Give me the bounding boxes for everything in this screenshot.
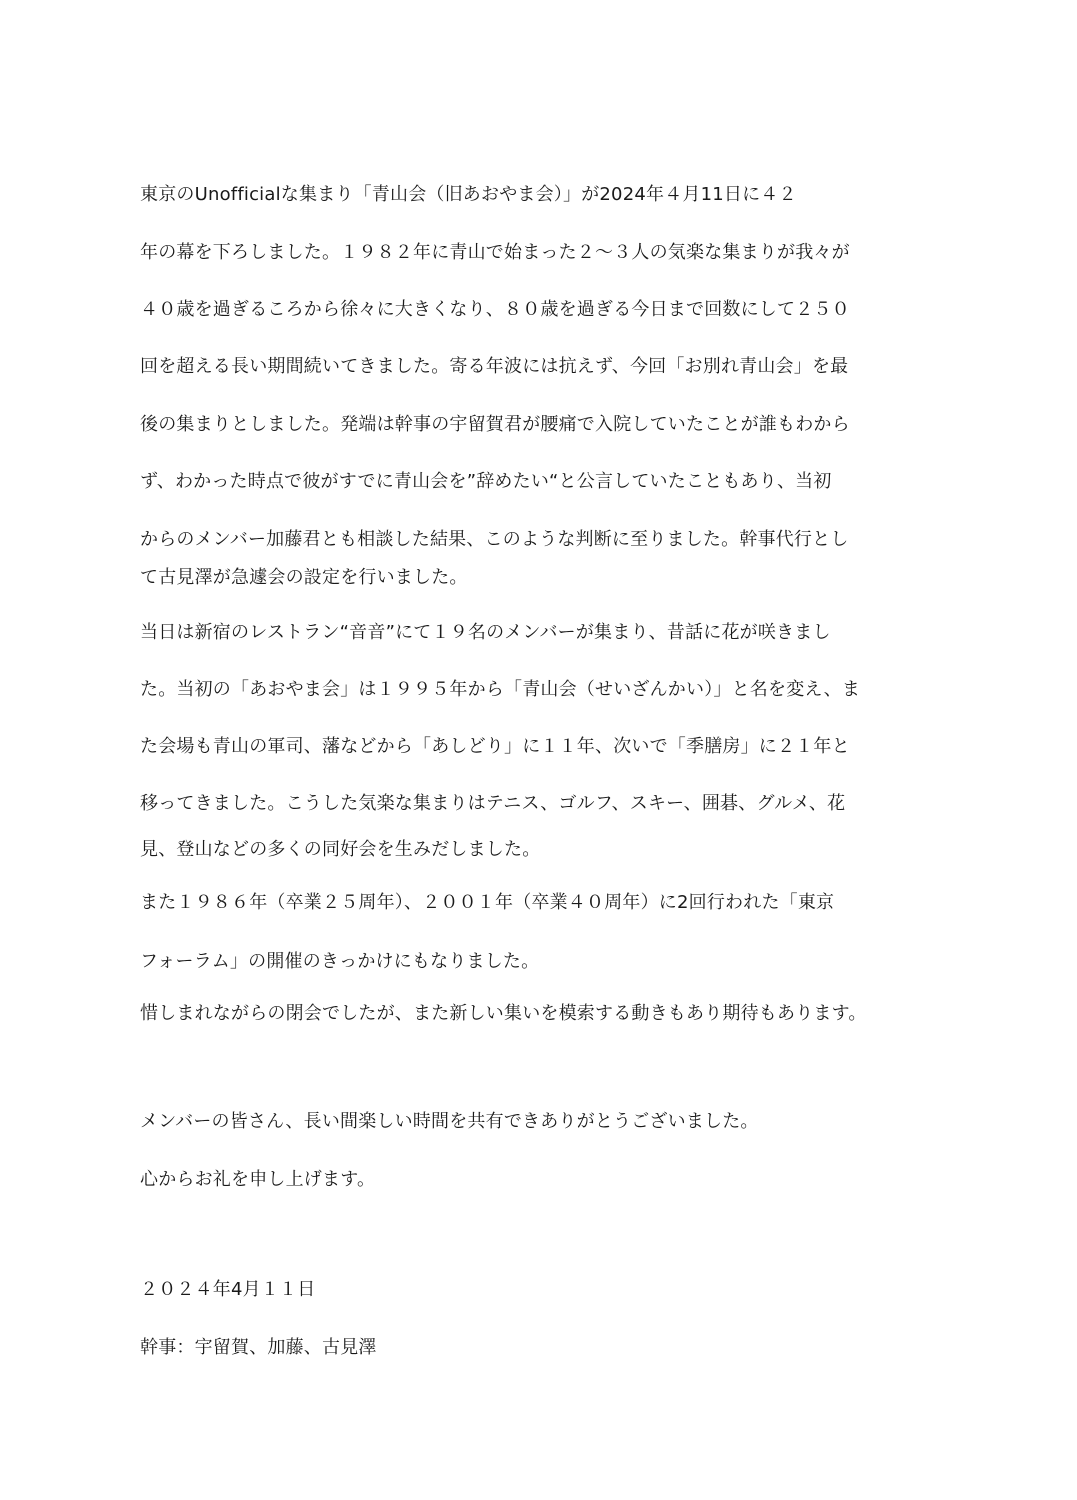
body-text-line: 回を超える長い期間続いてきました。寄る年波には抗えず、今回「お別れ青山会」を最 [140,356,849,377]
body-text-line: からのメンバー加藤君とも相談した結果、このような判断に至りました。幹事代行とし [140,529,849,550]
body-text-line: ４０歳を過ぎるころから徐々に大きくなり、８０歳を過ぎる今日まで回数にして２５０ [140,299,850,320]
body-text-line: フォーラム」の開催のきっかけにもなりました。 [140,951,540,972]
organizers-line: 幹事：宇留賀、加藤、古見澤 [140,1337,377,1358]
closing-line: 心からお礼を申し上げます。 [140,1169,376,1190]
body-text-line: 東京のUnofficialな集まり「青山会（旧あおやま会）」が2024年４月11日に４２ [140,184,797,205]
body-text-line: 後の集まりとしました。発端は幹事の宇留賀君が腰痛で入院していたことが誰もわから [140,414,850,435]
body-text-line: ず、わかった時点で彼がすでに青山会を”辞めたい“と公言していたこともあり、当初 [140,471,832,492]
body-text-line: 移ってきました。こうした気楽な集まりはテニス、ゴルフ、スキー、囲碁、グルメ、花 [140,793,846,814]
body-text-line: 惜しまれながらの閉会でしたが、また新しい集いを模索する動きもあり期待もあります。 [140,1003,867,1024]
body-text-line: また１９８６年（卒業２５周年）、２００１年（卒業４０周年）に2回行われた「東京 [140,892,835,913]
body-text-line: 見、登山などの多くの同好会を生みだしました。 [140,839,541,860]
body-text-line: 年の幕を下ろしました。１９８２年に青山で始まった２～３人の気楽な集まりが我々が [140,242,850,263]
body-text-line: た会場も青山の軍司、藩などから「あしどり」に１１年、次いで「季膳房」に２１年と [140,736,850,757]
body-text-line: 当日は新宿のレストラン“音音”にて１９名のメンバーが集まり、昔話に花が咲きまし [140,622,831,643]
date-line: ２０２４年4月１１日 [140,1279,316,1300]
closing-line: メンバーの皆さん、長い間楽しい時間を共有できありがとうございました。 [140,1111,759,1132]
body-text-line: た。当初の「あおやま会」は１９９５年から「青山会（せいざんかい）」と名を変え、ま [140,679,861,700]
body-text-line: て古見澤が急遽会の設定を行いました。 [140,567,468,588]
